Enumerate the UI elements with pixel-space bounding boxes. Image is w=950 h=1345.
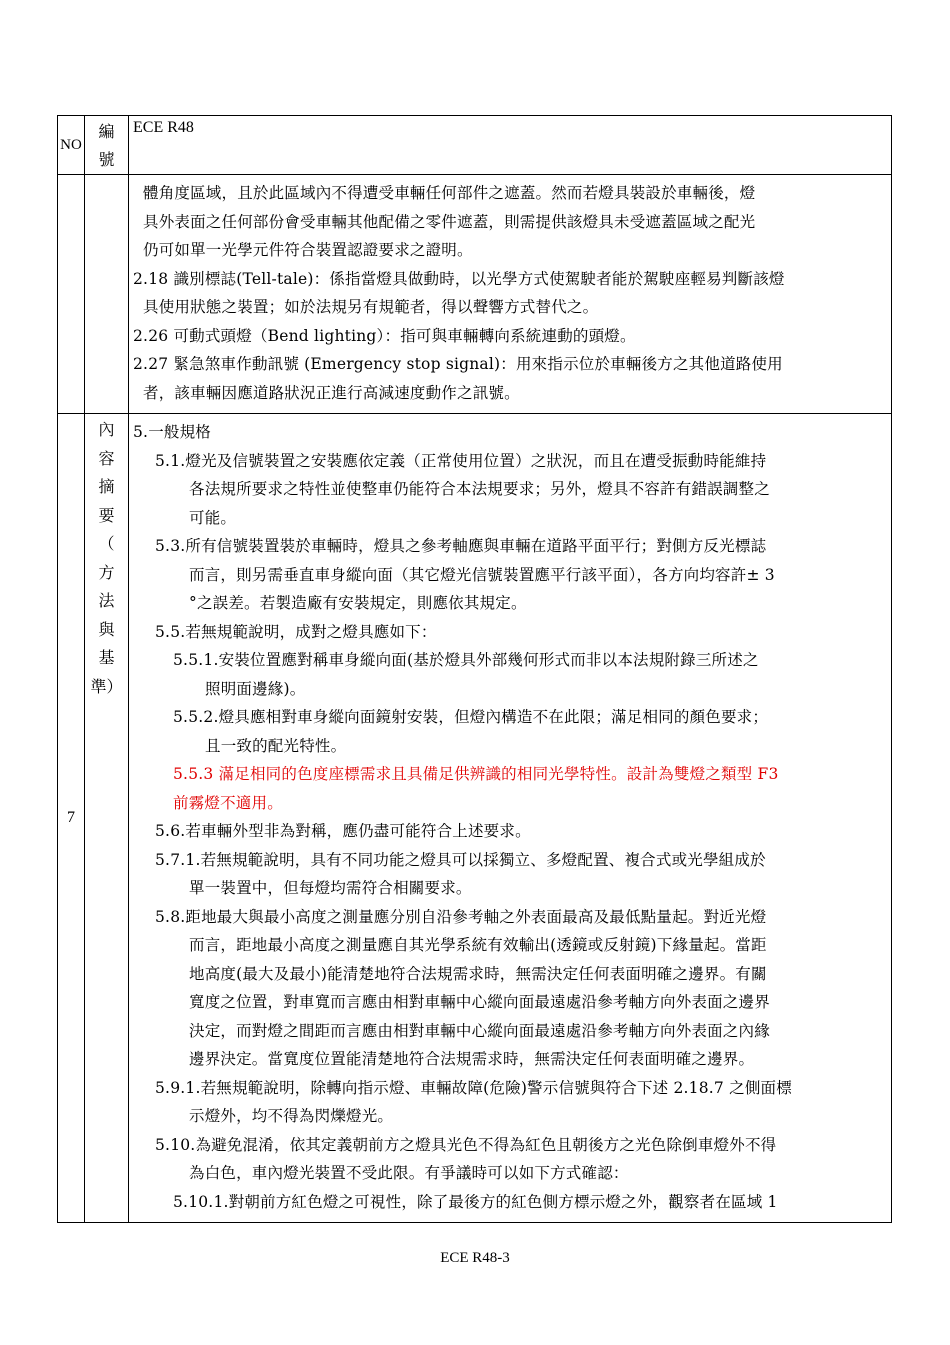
text-line: 5.8.距地最大與最小高度之測量應分別自沿參考軸之外表面最高及最低點量起。對近光燈 <box>155 907 767 926</box>
text-line: °之誤差。若製造廠有安裝規定，則應依其規定。 <box>189 594 527 612</box>
label-char: 法 <box>98 591 115 610</box>
row1-body <box>129 175 892 414</box>
label-char: 內 <box>98 420 115 439</box>
highlighted-text-line: 前霧燈不適用。 <box>173 793 283 812</box>
text-line: 5.5.若無規範說明，成對之燈具應如下： <box>155 622 437 641</box>
text-line: 5.1.燈光及信號裝置之安裝應依定義（正常使用位置）之狀況，而且在遭受振動時能維持 <box>155 451 767 470</box>
row1-no <box>58 175 85 414</box>
text-line: 為白色，車內燈光裝置不受此限。有爭議時可以如下方式確認： <box>189 1164 629 1182</box>
text-line: 可能。 <box>189 508 237 527</box>
text-line: 各法規所要求之特性並使整車仍能符合本法規要求；另外，燈具不容許有錯誤調整之 <box>189 480 770 498</box>
header-no: NO <box>58 116 85 175</box>
text-line: 5.10.1.對朝前方紅色燈之可視性，除了最後方的紅色側方標示燈之外，觀察者在區域 1 <box>173 1192 778 1211</box>
label-char: 基 <box>98 648 115 667</box>
row1-id <box>85 175 129 414</box>
header-id-char-2: 號 <box>98 150 115 169</box>
label-char: 與 <box>98 619 115 639</box>
regulation-table <box>57 115 892 1223</box>
text-line: 5.5.1.安裝位置應對稱車身縱向面(基於燈具外部幾何形式而非以本法規附錄三所述之 <box>173 651 759 669</box>
text-line: 邊界決定。當寬度位置能清楚地符合法規需求時，無需決定任何表面明確之邊界。 <box>189 1050 755 1068</box>
text-line: 5.一般規格 <box>133 423 211 441</box>
text-line: 且一致的配光特性。 <box>205 736 347 755</box>
row2-label <box>85 414 129 1223</box>
row2-body <box>129 414 892 1223</box>
text-line: 2.18 識別標誌(Tell-tale)：係指當燈具做動時，以光學方式使駕駛者能於駕駛座輕易判斷該燈 <box>133 269 785 288</box>
row-content-summary <box>58 414 892 1223</box>
text-line: 決定，而對燈之間距而言應由相對車輛中心縱向面最遠處沿參考軸方向外表面之內緣 <box>189 1021 770 1040</box>
label-char: 容 <box>98 448 115 468</box>
highlighted-text-line: 5.5.3 滿足相同的色度座標需求且具備足供辨識的相同光學特性。設計為雙燈之類型 F3 <box>173 765 779 783</box>
text-line: 而言，距地最小高度之測量應自其光學系統有效輸出(透鏡或反射鏡)下緣量起。當距 <box>189 936 767 954</box>
text-line: 2.27 緊急煞車作動訊號 (Emergency stop signal)：用來指示位於車輛後方之其他道路使用 <box>133 355 783 373</box>
text-line: 寬度之位置，對車寬而言應由相對車輛中心縱向面最遠處沿參考軸方向外表面之邊界 <box>189 993 770 1011</box>
label-char: 準） <box>90 676 123 696</box>
text-line: 而言，則另需垂直車身縱向面（其它燈光信號裝置應平行該平面），各方向均容許± 3 <box>189 565 775 584</box>
text-line: 5.7.1.若無規範說明，具有不同功能之燈具可以採獨立、多燈配置、複合式或光學組成於 <box>155 850 766 869</box>
row2-no: 7 <box>58 414 85 1223</box>
text-line: 5.5.2.燈具應相對車身縱向面鏡射安裝，但燈內構造不在此限；滿足相同的顏色要求； <box>173 708 769 726</box>
page-footer: ECE R48-3 <box>440 1250 510 1266</box>
label-char: 方 <box>98 562 115 582</box>
text-line: 示燈外，均不得為閃爍燈光。 <box>189 1107 394 1125</box>
text-line: 5.10.為避免混淆，依其定義朝前方之燈具光色不得為紅色且朝後方之光色除倒車燈外不得 <box>155 1135 777 1154</box>
text-line: 2.26 可動式頭燈（Bend lighting）：指可與車輛轉向系統連動的頭燈。 <box>133 326 636 345</box>
header-title: ECE R48 <box>129 116 892 175</box>
label-char: （ <box>98 534 115 553</box>
header-id-char-1: 編 <box>98 122 115 141</box>
text-line: 體角度區域，且於此區域內不得遭受車輛任何部件之遮蓋。然而若燈具裝設於車輛後，燈 <box>143 184 756 202</box>
header-row <box>58 116 892 175</box>
row-definitions <box>58 175 892 414</box>
text-line: 地高度(最大及最小)能清楚地符合法規需求時，無需決定任何表面明確之邊界。有關 <box>189 964 767 983</box>
text-line: 者，該車輛因應道路狀況正進行高減速度動作之訊號。 <box>143 383 520 402</box>
text-line: 單一裝置中，但每燈均需符合相關要求。 <box>189 879 472 897</box>
text-line: 具外表面之任何部份會受車輛其他配備之零件遮蓋，則需提供該燈具未受遮蓋區域之配光 <box>143 212 756 231</box>
text-line: 5.3.所有信號裝置裝於車輛時，燈具之參考軸應與車輛在道路平面平行；對側方反光標誌 <box>155 537 767 555</box>
label-char: 要 <box>98 505 115 525</box>
text-line: 5.9.1.若無規範說明，除轉向指示燈、車輛故障(危險)警示信號與符合下述 2.18.7 之側面標 <box>155 1078 792 1097</box>
text-line: 照明面邊緣)。 <box>205 679 306 698</box>
header-id <box>85 116 129 175</box>
text-line: 仍可如單一光學元件符合裝置認證要求之證明。 <box>143 241 473 259</box>
text-line: 具使用狀態之裝置；如於法規另有規範者，得以聲響方式替代之。 <box>143 298 599 316</box>
label-char: 摘 <box>98 477 115 496</box>
text-line: 5.6.若車輛外型非為對稱，應仍盡可能符合上述要求。 <box>155 822 531 840</box>
